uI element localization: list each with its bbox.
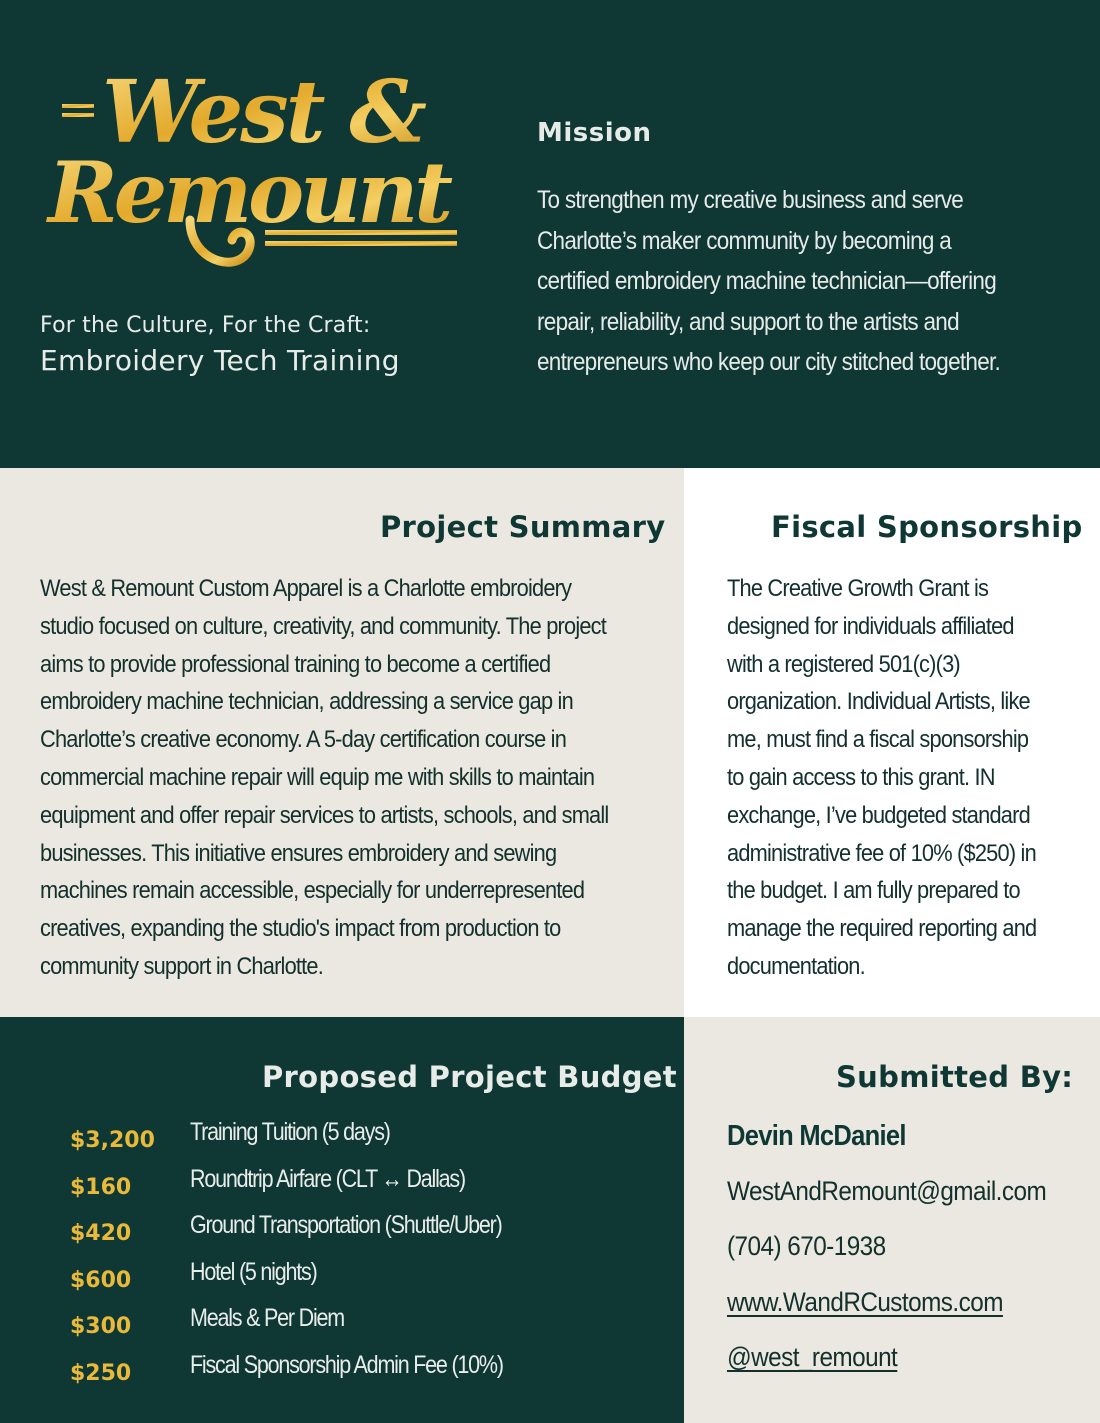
logo-line-2: Remount [48, 143, 450, 242]
fiscal-line: the budget. I am fully prepared to [727, 877, 1020, 905]
budget-label: Meals & Per Diem [190, 1304, 344, 1332]
tagline-line-1: For the Culture, For the Craft: [40, 313, 371, 338]
submitted-by-heading: Submitted By: [836, 1060, 1074, 1094]
summary-line: community support in Charlotte. [40, 952, 324, 980]
mission-line: entrepreneurs who keep our city stitched together. [537, 348, 1001, 376]
mission-line: repair, reliability, and support to the artists and [537, 307, 959, 336]
budget-item [70, 1165, 670, 1212]
summary-line: Charlotte’s creative economy. A 5-day certification course in [40, 726, 567, 754]
budget-item [70, 1118, 670, 1165]
fiscal-line: designed for individuals affiliated [727, 612, 1014, 640]
budget-item [70, 1258, 670, 1305]
mission-line: certified embroidery machine technician—offering [537, 267, 997, 295]
budget-item [70, 1351, 670, 1398]
website-link[interactable]: www.WandRCustoms.com [727, 1287, 1003, 1317]
summary-line: machines remain accessible, especially for underrepresented [40, 877, 585, 905]
mission-line: Charlotte’s maker community by becoming a [537, 226, 951, 255]
budget-amount: $160 [70, 1174, 132, 1200]
budget-item [70, 1304, 670, 1351]
fiscal-sponsorship-text [727, 570, 1061, 986]
budget-amount: $250 [70, 1360, 132, 1386]
email-link[interactable]: WestAndRemount@gmail.com [727, 1176, 1047, 1206]
summary-line: commercial machine repair will equip me with skills to maintain [40, 763, 595, 791]
fiscal-line: manage the required reporting and [727, 915, 1037, 943]
budget-amount: $300 [70, 1314, 132, 1339]
summary-line: aims to provide professional training to become a certified [40, 650, 551, 678]
summary-line: creatives, expanding the studio's impact from production to [40, 915, 561, 943]
fiscal-line: documentation. [727, 952, 865, 980]
west-and-remount-logo [40, 50, 480, 290]
fiscal-sponsorship-heading: Fiscal Sponsorship [771, 510, 1083, 544]
budget-label: Fiscal Sponsorship Admin Fee (10%) [190, 1350, 503, 1379]
mission-heading: Mission [537, 118, 652, 148]
logo-rule-left-2 [62, 113, 94, 117]
tagline-line-2: Embroidery Tech Training [40, 344, 400, 377]
budget-amount: $600 [70, 1267, 132, 1293]
fiscal-line: organization. Individual Artists, like [727, 688, 1030, 716]
summary-line: equipment and offer repair services to artists, schools, and small [40, 801, 609, 829]
submitter-name: Devin McDaniel [727, 1120, 906, 1152]
summary-line: West & Remount Custom Apparel is a Charlotte embroidery [40, 575, 572, 602]
fiscal-line: me, must find a fiscal sponsorship [727, 726, 1029, 754]
fiscal-line: with a registered 501(c)(3) [727, 650, 960, 678]
budget-label: Ground Transportation (Shuttle/Uber) [190, 1211, 502, 1239]
summary-line: studio focused on culture, creativity, and community. The project [40, 612, 607, 640]
summary-line: embroidery machine technician, addressing a service gap in [40, 688, 573, 716]
logo-line-1: West & [102, 62, 425, 163]
fiscal-line: to gain access to this grant. IN [727, 763, 995, 791]
tagline [40, 310, 500, 380]
budget-label: Hotel (5 nights) [190, 1257, 317, 1286]
logo-rule-left-1 [62, 104, 94, 108]
mission-line: To strengthen my creative business and serve [537, 186, 964, 214]
budget-amount: $420 [70, 1221, 132, 1246]
budget-amount: $3,200 [70, 1128, 155, 1153]
budget-item [70, 1211, 670, 1258]
social-handle-link[interactable]: @west_remount [727, 1342, 898, 1372]
budget-heading: Proposed Project Budget [262, 1060, 677, 1094]
phone-number: (704) 670-1938 [727, 1231, 886, 1261]
project-summary-text [40, 570, 645, 986]
project-summary-heading: Project Summary [380, 510, 666, 544]
fiscal-line: The Creative Growth Grant is [727, 575, 989, 602]
mission-text [537, 180, 1057, 383]
fiscal-line: administrative fee of 10% ($250) in [727, 839, 1036, 867]
summary-line: businesses. This initiative ensures embroidery and sewing [40, 839, 557, 867]
fiscal-line: exchange, I’ve budgeted standard [727, 801, 1030, 829]
budget-label: Training Tuition (5 days) [190, 1118, 390, 1146]
budget-label: Roundtrip Airfare (CLT ↔ Dallas) [190, 1164, 465, 1193]
budget-list [70, 1118, 670, 1397]
